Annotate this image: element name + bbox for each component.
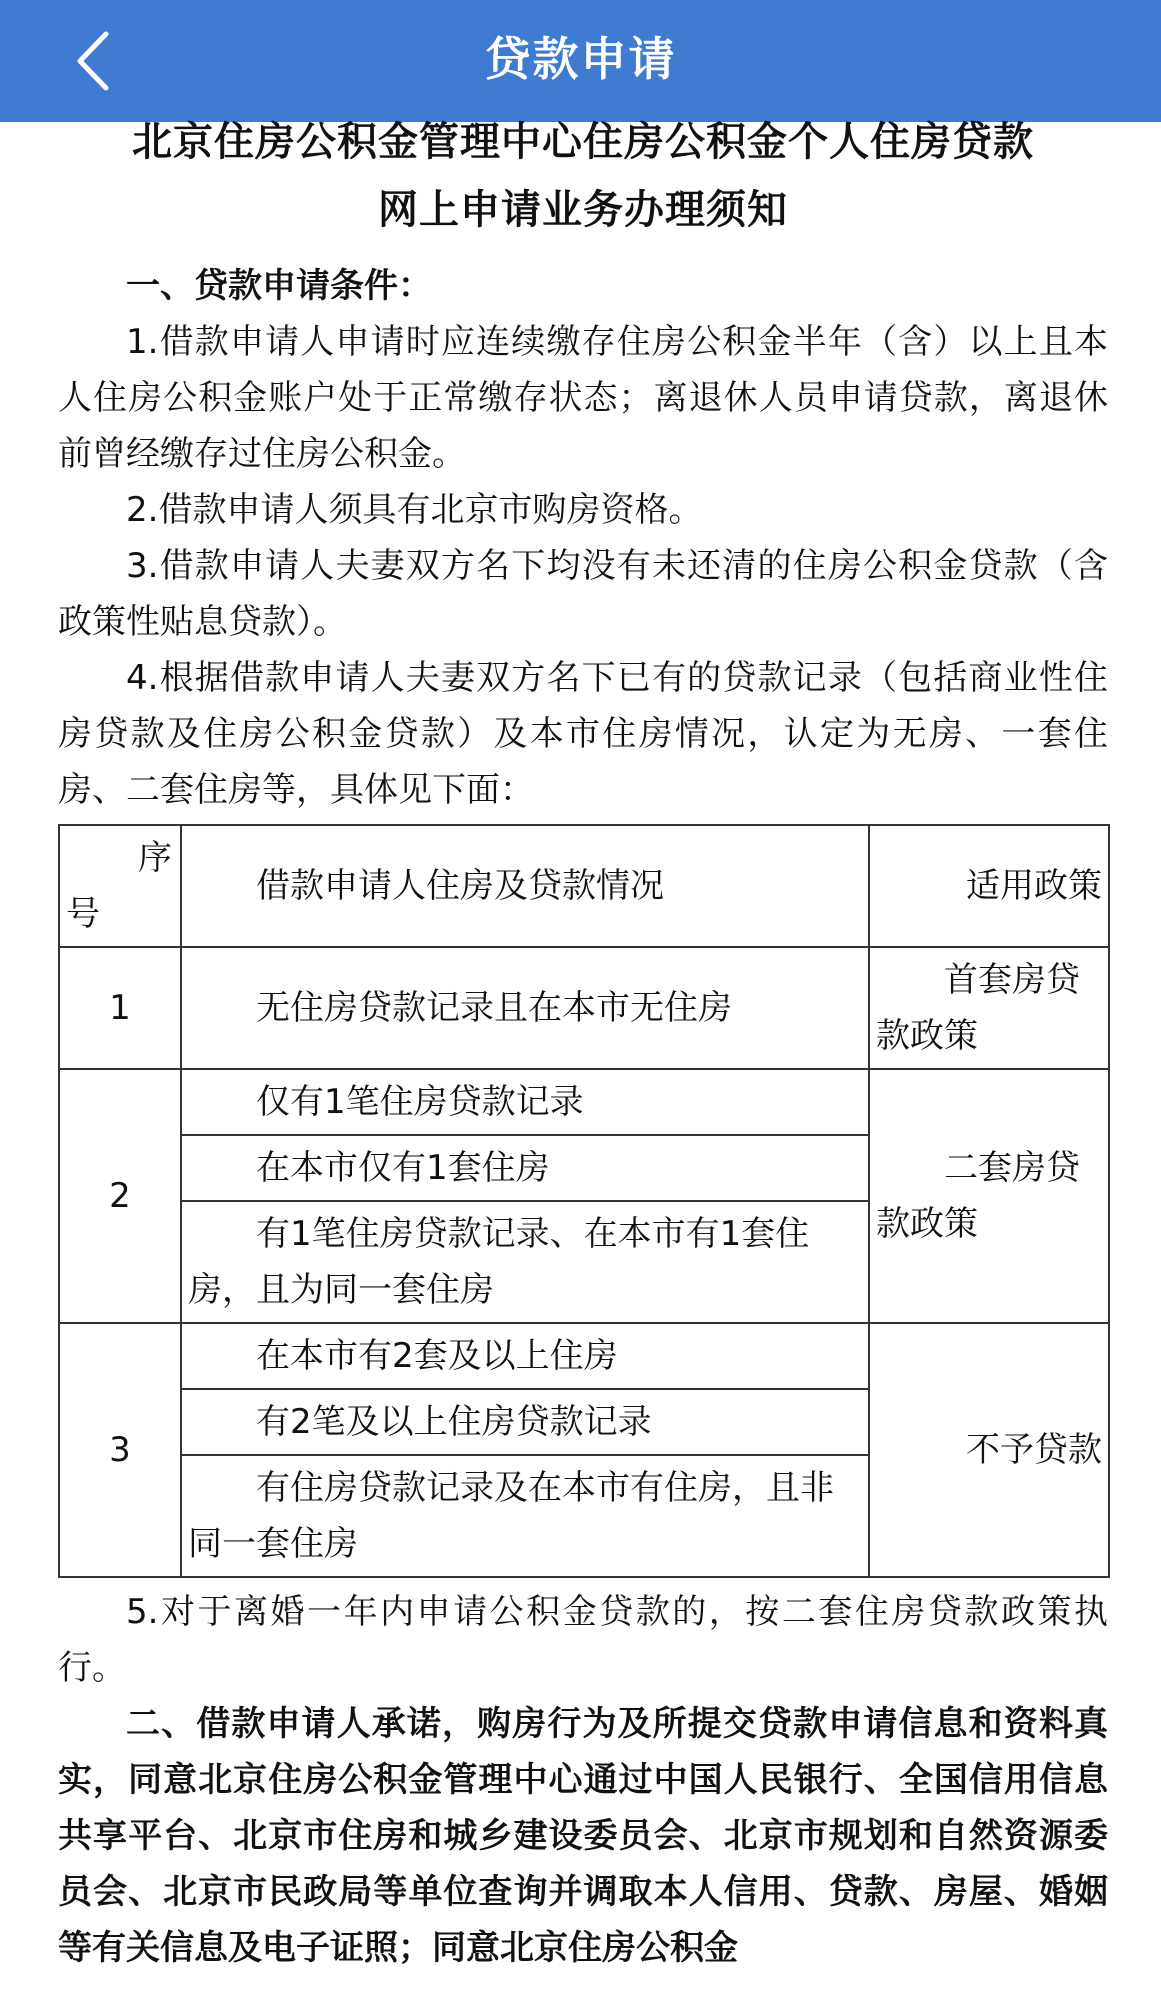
situation-cell: 有2笔及以上住房贷款记录 xyxy=(181,1389,869,1455)
row-number: 2 xyxy=(59,1069,181,1323)
section1-heading: 一、贷款申请条件： xyxy=(126,266,432,306)
situation-cell: 无住房贷款记录且在本市无住房 xyxy=(181,947,869,1069)
notice-document xyxy=(58,108,1108,1976)
row-number: 3 xyxy=(59,1323,181,1577)
situation-cell: 有1笔住房贷款记录、在本市有1套住房，且为同一套住房 xyxy=(181,1201,869,1323)
situation-cell: 在本市有2套及以上住房 xyxy=(181,1323,869,1389)
header-no-part2: 号 xyxy=(66,894,100,934)
header-cell-situation: 借款申请人住房及贷款情况 xyxy=(181,825,869,947)
top-navbar xyxy=(0,0,1161,122)
section2-commitment: 二、借款申请人承诺，购房行为及所提交贷款申请信息和资料真实，同意北京住房公积金管理中心通过中国人民银行、全国信用信息共享平台、北京市住房和城乡建设委员会、北京市规划和自然资源委员会、北京市民政局等单位查询并调取本人信用、贷款、房屋、婚姻等有关信息及电子证照；同意北京住房公积金 xyxy=(58,1704,1108,1968)
table-row xyxy=(59,1323,1109,1389)
table-row xyxy=(59,1069,1109,1135)
housing-policy-table xyxy=(58,824,1110,1578)
condition-item-4: 4.根据借款申请人夫妻双方名下已有的贷款记录（包括商业性住房贷款及住房公积金贷款）及本市住房情况，认定为无房、一套住房、二套住房等，具体见下面： xyxy=(58,658,1108,810)
situation-cell: 在本市仅有1套住房 xyxy=(181,1135,869,1201)
condition-item-2: 2.借款申请人须具有北京市购房资格。 xyxy=(126,490,703,530)
row-number: 1 xyxy=(59,947,181,1069)
situation-cell: 仅有1笔住房贷款记录 xyxy=(181,1069,869,1135)
policy-cell: 二套房贷款政策 xyxy=(869,1069,1109,1323)
condition-item-5: 5.对于离婚一年内申请公积金贷款的，按二套住房贷款政策执行。 xyxy=(58,1592,1108,1688)
condition-item-3: 3.借款申请人夫妻双方名下均没有未还清的住房公积金贷款（含政策性贴息贷款）。 xyxy=(58,546,1108,642)
header-cell-policy: 适用政策 xyxy=(869,825,1109,947)
doc-title-line2: 网上申请业务办理须知 xyxy=(378,187,788,233)
table-row xyxy=(59,947,1109,1069)
table-header-row xyxy=(59,825,1109,947)
doc-title-line1: 北京住房公积金管理中心住房公积金个人住房贷款 xyxy=(132,119,1034,165)
situation-cell: 有住房贷款记录及在本市有住房，且非同一套住房 xyxy=(181,1455,869,1577)
policy-cell: 不予贷款 xyxy=(869,1323,1109,1577)
nav-title: 贷款申请 xyxy=(484,32,677,86)
header-no-part1: 序 xyxy=(138,838,172,878)
policy-cell: 首套房贷款政策 xyxy=(869,947,1109,1069)
condition-item-1: 1.借款申请人申请时应连续缴存住房公积金半年（含）以上且本人住房公积金账户处于正常缴存状态；离退休人员申请贷款，离退休前曾经缴存过住房公积金。 xyxy=(58,322,1108,474)
header-cell-no xyxy=(59,825,181,947)
